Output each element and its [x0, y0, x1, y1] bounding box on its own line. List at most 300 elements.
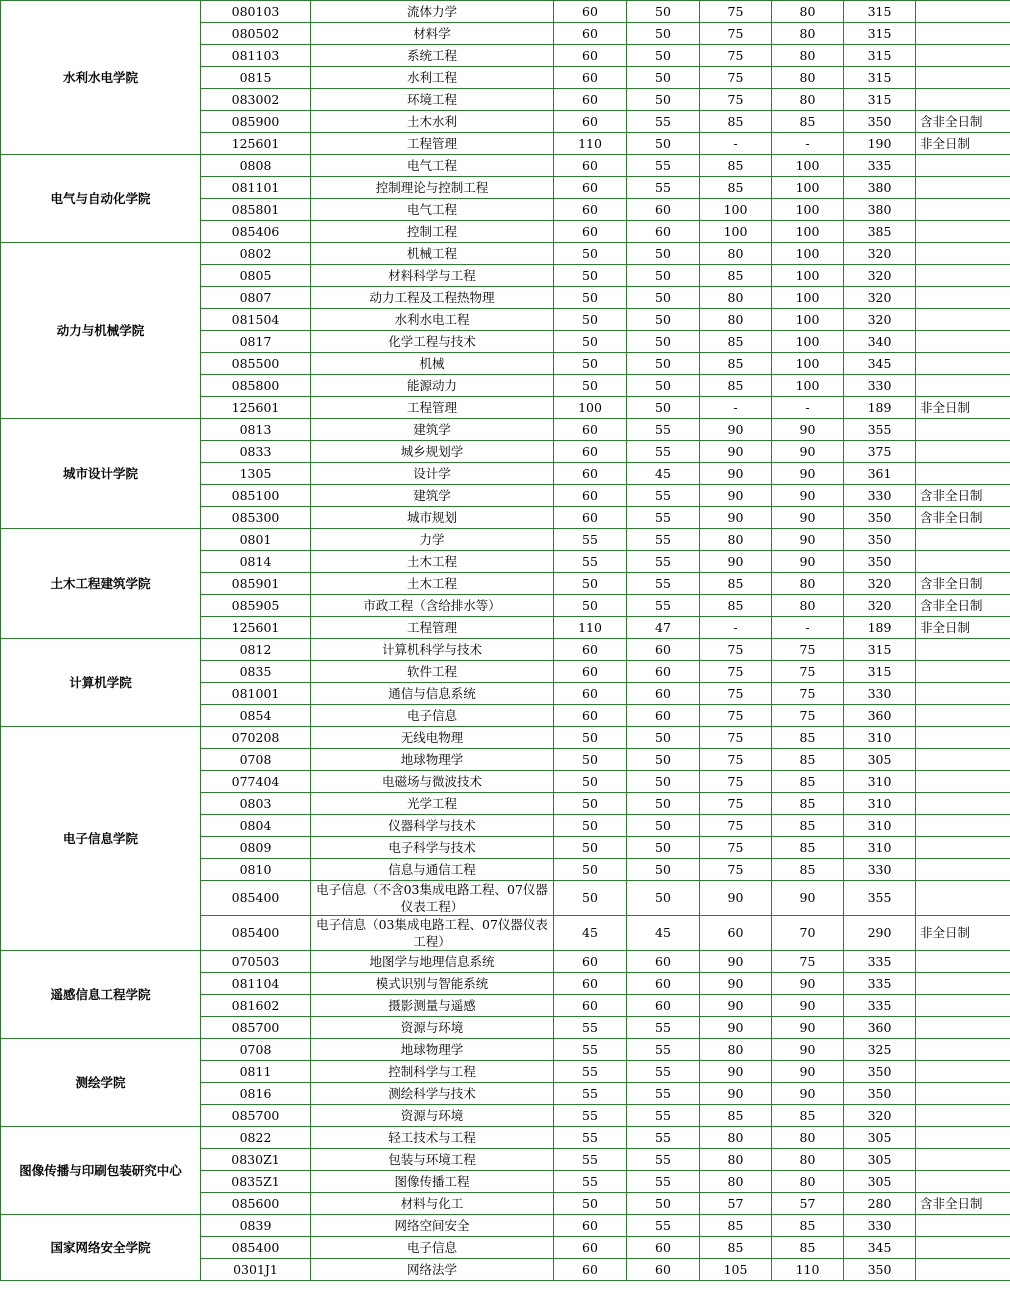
subject-two-score-cell: 75 [772, 705, 844, 727]
major-name-cell: 土木工程 [311, 551, 554, 573]
note-cell: 非全日制 [916, 916, 1010, 951]
foreign-language-score-cell: 50 [627, 243, 700, 265]
note-cell [916, 309, 1010, 331]
foreign-language-score-cell: 50 [627, 397, 700, 419]
politics-score-cell: 60 [554, 1215, 627, 1237]
subject-two-score-cell: 80 [772, 23, 844, 45]
foreign-language-score-cell: 55 [627, 1171, 700, 1193]
total-score-cell: 350 [844, 111, 916, 133]
note-cell: 含非全日制 [916, 485, 1010, 507]
major-code-cell: 0810 [201, 859, 311, 881]
subject-two-score-cell: 85 [772, 859, 844, 881]
note-cell [916, 859, 1010, 881]
table-row [1, 529, 1010, 551]
major-code-cell: 081104 [201, 973, 311, 995]
major-code-cell: 0301J1 [201, 1259, 311, 1281]
subject-two-score-cell: 100 [772, 155, 844, 177]
subject-one-score-cell: - [700, 617, 772, 639]
major-code-cell: 0817 [201, 331, 311, 353]
politics-score-cell: 60 [554, 485, 627, 507]
major-name-cell: 光学工程 [311, 793, 554, 815]
subject-two-score-cell: 75 [772, 661, 844, 683]
foreign-language-score-cell: 60 [627, 1237, 700, 1259]
total-score-cell: 335 [844, 973, 916, 995]
foreign-language-score-cell: 50 [627, 1, 700, 23]
foreign-language-score-cell: 55 [627, 1017, 700, 1039]
subject-one-score-cell: 75 [700, 67, 772, 89]
subject-two-score-cell: 85 [772, 111, 844, 133]
subject-one-score-cell: 85 [700, 265, 772, 287]
foreign-language-score-cell: 60 [627, 973, 700, 995]
subject-two-score-cell: 100 [772, 265, 844, 287]
subject-one-score-cell: 75 [700, 45, 772, 67]
subject-one-score-cell: 90 [700, 1017, 772, 1039]
major-name-cell: 城乡规划学 [311, 441, 554, 463]
college-name-cell: 电子信息学院 [1, 727, 201, 951]
major-name-cell: 力学 [311, 529, 554, 551]
major-name-cell: 水利工程 [311, 67, 554, 89]
subject-two-score-cell: 90 [772, 485, 844, 507]
politics-score-cell: 60 [554, 111, 627, 133]
major-name-cell: 工程管理 [311, 397, 554, 419]
politics-score-cell: 55 [554, 1017, 627, 1039]
table-row [1, 1039, 1010, 1061]
subject-two-score-cell: - [772, 617, 844, 639]
total-score-cell: 305 [844, 1171, 916, 1193]
total-score-cell: 350 [844, 529, 916, 551]
total-score-cell: 355 [844, 881, 916, 916]
total-score-cell: 315 [844, 45, 916, 67]
major-code-cell: 085300 [201, 507, 311, 529]
major-name-cell: 无线电物理 [311, 727, 554, 749]
foreign-language-score-cell: 55 [627, 529, 700, 551]
major-name-cell: 网络法学 [311, 1259, 554, 1281]
foreign-language-score-cell: 60 [627, 639, 700, 661]
foreign-language-score-cell: 50 [627, 133, 700, 155]
subject-one-score-cell: - [700, 397, 772, 419]
major-code-cell: 085905 [201, 595, 311, 617]
note-cell [916, 1105, 1010, 1127]
note-cell [916, 639, 1010, 661]
subject-one-score-cell: 90 [700, 419, 772, 441]
major-code-cell: 085700 [201, 1017, 311, 1039]
major-code-cell: 083002 [201, 89, 311, 111]
major-name-cell: 电子信息 [311, 1237, 554, 1259]
major-name-cell: 摄影测量与遥感 [311, 995, 554, 1017]
subject-two-score-cell: 100 [772, 375, 844, 397]
table-row [1, 951, 1010, 973]
major-code-cell: 0809 [201, 837, 311, 859]
total-score-cell: 350 [844, 507, 916, 529]
subject-two-score-cell: 100 [772, 287, 844, 309]
subject-two-score-cell: 57 [772, 1193, 844, 1215]
total-score-cell: 315 [844, 1, 916, 23]
foreign-language-score-cell: 50 [627, 771, 700, 793]
total-score-cell: 350 [844, 1061, 916, 1083]
subject-two-score-cell: 75 [772, 683, 844, 705]
major-name-cell: 流体力学 [311, 1, 554, 23]
subject-two-score-cell: 90 [772, 463, 844, 485]
major-name-cell: 工程管理 [311, 617, 554, 639]
subject-one-score-cell: 75 [700, 683, 772, 705]
total-score-cell: 290 [844, 916, 916, 951]
major-name-cell: 市政工程（含给排水等） [311, 595, 554, 617]
note-cell [916, 1039, 1010, 1061]
note-cell [916, 463, 1010, 485]
subject-two-score-cell: 85 [772, 793, 844, 815]
subject-one-score-cell: 75 [700, 705, 772, 727]
note-cell [916, 419, 1010, 441]
major-code-cell: 085400 [201, 881, 311, 916]
foreign-language-score-cell: 60 [627, 221, 700, 243]
major-name-cell: 电子信息 [311, 705, 554, 727]
major-name-cell: 材料科学与工程 [311, 265, 554, 287]
table-row [1, 727, 1010, 749]
total-score-cell: 305 [844, 1149, 916, 1171]
major-name-cell: 材料与化工 [311, 1193, 554, 1215]
subject-two-score-cell: 85 [772, 815, 844, 837]
subject-one-score-cell: 75 [700, 793, 772, 815]
foreign-language-score-cell: 50 [627, 815, 700, 837]
major-code-cell: 0812 [201, 639, 311, 661]
major-code-cell: 125601 [201, 397, 311, 419]
college-name-cell: 动力与机械学院 [1, 243, 201, 419]
foreign-language-score-cell: 50 [627, 1193, 700, 1215]
note-cell [916, 529, 1010, 551]
subject-two-score-cell: 100 [772, 177, 844, 199]
major-name-cell: 设计学 [311, 463, 554, 485]
major-name-cell: 控制理论与控制工程 [311, 177, 554, 199]
politics-score-cell: 50 [554, 287, 627, 309]
note-cell [916, 727, 1010, 749]
note-cell [916, 177, 1010, 199]
major-code-cell: 0835 [201, 661, 311, 683]
foreign-language-score-cell: 50 [627, 265, 700, 287]
politics-score-cell: 60 [554, 45, 627, 67]
foreign-language-score-cell: 50 [627, 309, 700, 331]
major-code-cell: 0805 [201, 265, 311, 287]
subject-one-score-cell: 80 [700, 1039, 772, 1061]
major-name-cell: 计算机科学与技术 [311, 639, 554, 661]
note-cell [916, 661, 1010, 683]
subject-two-score-cell: 100 [772, 353, 844, 375]
total-score-cell: 315 [844, 89, 916, 111]
note-cell: 含非全日制 [916, 111, 1010, 133]
major-name-cell: 建筑学 [311, 485, 554, 507]
total-score-cell: 280 [844, 1193, 916, 1215]
foreign-language-score-cell: 55 [627, 595, 700, 617]
politics-score-cell: 50 [554, 837, 627, 859]
note-cell [916, 221, 1010, 243]
college-name-cell: 城市设计学院 [1, 419, 201, 529]
total-score-cell: 330 [844, 375, 916, 397]
major-name-cell: 电气工程 [311, 155, 554, 177]
politics-score-cell: 50 [554, 793, 627, 815]
major-name-cell: 地图学与地理信息系统 [311, 951, 554, 973]
total-score-cell: 315 [844, 23, 916, 45]
subject-two-score-cell: 90 [772, 529, 844, 551]
subject-one-score-cell: 90 [700, 1061, 772, 1083]
subject-one-score-cell: 90 [700, 951, 772, 973]
politics-score-cell: 60 [554, 639, 627, 661]
politics-score-cell: 50 [554, 1193, 627, 1215]
subject-two-score-cell: - [772, 133, 844, 155]
major-code-cell: 0804 [201, 815, 311, 837]
major-code-cell: 0822 [201, 1127, 311, 1149]
foreign-language-score-cell: 50 [627, 67, 700, 89]
politics-score-cell: 60 [554, 155, 627, 177]
major-code-cell: 077404 [201, 771, 311, 793]
subject-one-score-cell: 85 [700, 353, 772, 375]
note-cell [916, 375, 1010, 397]
foreign-language-score-cell: 50 [627, 837, 700, 859]
total-score-cell: 345 [844, 353, 916, 375]
major-name-cell: 仪器科学与技术 [311, 815, 554, 837]
major-code-cell: 125601 [201, 617, 311, 639]
subject-one-score-cell: 90 [700, 881, 772, 916]
major-code-cell: 081001 [201, 683, 311, 705]
politics-score-cell: 110 [554, 133, 627, 155]
subject-two-score-cell: 90 [772, 419, 844, 441]
major-name-cell: 通信与信息系统 [311, 683, 554, 705]
subject-one-score-cell: 105 [700, 1259, 772, 1281]
foreign-language-score-cell: 60 [627, 683, 700, 705]
note-cell [916, 771, 1010, 793]
total-score-cell: 385 [844, 221, 916, 243]
subject-one-score-cell: 75 [700, 23, 772, 45]
subject-one-score-cell: 80 [700, 1149, 772, 1171]
total-score-cell: 305 [844, 749, 916, 771]
foreign-language-score-cell: 50 [627, 375, 700, 397]
politics-score-cell: 60 [554, 463, 627, 485]
major-name-cell: 地球物理学 [311, 1039, 554, 1061]
major-name-cell: 地球物理学 [311, 749, 554, 771]
subject-one-score-cell: 90 [700, 485, 772, 507]
foreign-language-score-cell: 50 [627, 727, 700, 749]
politics-score-cell: 50 [554, 749, 627, 771]
foreign-language-score-cell: 55 [627, 441, 700, 463]
politics-score-cell: 60 [554, 177, 627, 199]
subject-one-score-cell: 75 [700, 749, 772, 771]
politics-score-cell: 50 [554, 881, 627, 916]
politics-score-cell: 50 [554, 815, 627, 837]
politics-score-cell: 55 [554, 1039, 627, 1061]
subject-two-score-cell: - [772, 397, 844, 419]
foreign-language-score-cell: 55 [627, 485, 700, 507]
politics-score-cell: 55 [554, 551, 627, 573]
subject-one-score-cell: 75 [700, 89, 772, 111]
subject-two-score-cell: 90 [772, 881, 844, 916]
subject-one-score-cell: 80 [700, 1171, 772, 1193]
politics-score-cell: 50 [554, 265, 627, 287]
note-cell [916, 1127, 1010, 1149]
foreign-language-score-cell: 50 [627, 793, 700, 815]
note-cell: 含非全日制 [916, 507, 1010, 529]
major-name-cell: 环境工程 [311, 89, 554, 111]
major-name-cell: 机械 [311, 353, 554, 375]
subject-two-score-cell: 85 [772, 771, 844, 793]
foreign-language-score-cell: 55 [627, 111, 700, 133]
foreign-language-score-cell: 50 [627, 23, 700, 45]
major-name-cell: 化学工程与技术 [311, 331, 554, 353]
subject-two-score-cell: 90 [772, 551, 844, 573]
note-cell [916, 881, 1010, 916]
major-code-cell: 0708 [201, 749, 311, 771]
major-name-cell: 土木水利 [311, 111, 554, 133]
note-cell [916, 1215, 1010, 1237]
subject-two-score-cell: 85 [772, 1237, 844, 1259]
subject-two-score-cell: 75 [772, 639, 844, 661]
foreign-language-score-cell: 55 [627, 551, 700, 573]
subject-two-score-cell: 90 [772, 973, 844, 995]
major-name-cell: 控制工程 [311, 221, 554, 243]
note-cell [916, 683, 1010, 705]
subject-one-score-cell: 75 [700, 837, 772, 859]
note-cell [916, 749, 1010, 771]
major-name-cell: 轻工技术与工程 [311, 1127, 554, 1149]
major-code-cell: 085901 [201, 573, 311, 595]
major-name-cell: 控制科学与工程 [311, 1061, 554, 1083]
politics-score-cell: 50 [554, 595, 627, 617]
note-cell [916, 973, 1010, 995]
foreign-language-score-cell: 55 [627, 1149, 700, 1171]
foreign-language-score-cell: 47 [627, 617, 700, 639]
subject-two-score-cell: 80 [772, 595, 844, 617]
foreign-language-score-cell: 55 [627, 573, 700, 595]
major-name-cell: 网络空间安全 [311, 1215, 554, 1237]
total-score-cell: 320 [844, 265, 916, 287]
subject-two-score-cell: 80 [772, 1, 844, 23]
major-code-cell: 0854 [201, 705, 311, 727]
major-code-cell: 0813 [201, 419, 311, 441]
politics-score-cell: 60 [554, 199, 627, 221]
subject-two-score-cell: 90 [772, 507, 844, 529]
foreign-language-score-cell: 55 [627, 1039, 700, 1061]
subject-one-score-cell: 85 [700, 177, 772, 199]
politics-score-cell: 50 [554, 727, 627, 749]
note-cell [916, 287, 1010, 309]
foreign-language-score-cell: 50 [627, 45, 700, 67]
total-score-cell: 340 [844, 331, 916, 353]
major-code-cell: 0835Z1 [201, 1171, 311, 1193]
major-name-cell: 模式识别与智能系统 [311, 973, 554, 995]
total-score-cell: 310 [844, 727, 916, 749]
major-name-cell: 水利水电工程 [311, 309, 554, 331]
total-score-cell: 310 [844, 815, 916, 837]
note-cell: 非全日制 [916, 133, 1010, 155]
note-cell [916, 793, 1010, 815]
major-code-cell: 0708 [201, 1039, 311, 1061]
subject-two-score-cell: 90 [772, 441, 844, 463]
subject-two-score-cell: 100 [772, 199, 844, 221]
note-cell [916, 331, 1010, 353]
major-code-cell: 085100 [201, 485, 311, 507]
foreign-language-score-cell: 50 [627, 749, 700, 771]
major-code-cell: 1305 [201, 463, 311, 485]
total-score-cell: 330 [844, 485, 916, 507]
subject-two-score-cell: 85 [772, 837, 844, 859]
foreign-language-score-cell: 55 [627, 1083, 700, 1105]
subject-two-score-cell: 75 [772, 951, 844, 973]
subject-one-score-cell: 80 [700, 309, 772, 331]
note-cell [916, 551, 1010, 573]
total-score-cell: 310 [844, 793, 916, 815]
subject-one-score-cell: 75 [700, 639, 772, 661]
total-score-cell: 189 [844, 397, 916, 419]
total-score-cell: 315 [844, 661, 916, 683]
total-score-cell: 320 [844, 287, 916, 309]
politics-score-cell: 55 [554, 1149, 627, 1171]
politics-score-cell: 60 [554, 441, 627, 463]
total-score-cell: 305 [844, 1127, 916, 1149]
subject-one-score-cell: 90 [700, 1083, 772, 1105]
politics-score-cell: 60 [554, 67, 627, 89]
major-code-cell: 0830Z1 [201, 1149, 311, 1171]
subject-one-score-cell: 85 [700, 1105, 772, 1127]
major-name-cell: 建筑学 [311, 419, 554, 441]
major-code-cell: 081602 [201, 995, 311, 1017]
politics-score-cell: 55 [554, 1171, 627, 1193]
major-code-cell: 070503 [201, 951, 311, 973]
major-code-cell: 0814 [201, 551, 311, 573]
major-code-cell: 085900 [201, 111, 311, 133]
subject-two-score-cell: 80 [772, 45, 844, 67]
major-name-cell: 资源与环境 [311, 1105, 554, 1127]
subject-one-score-cell: 90 [700, 973, 772, 995]
politics-score-cell: 50 [554, 771, 627, 793]
subject-one-score-cell: 80 [700, 243, 772, 265]
politics-score-cell: 50 [554, 243, 627, 265]
politics-score-cell: 45 [554, 916, 627, 951]
major-code-cell: 081504 [201, 309, 311, 331]
major-name-cell: 电气工程 [311, 199, 554, 221]
total-score-cell: 360 [844, 1017, 916, 1039]
note-cell [916, 951, 1010, 973]
major-code-cell: 085600 [201, 1193, 311, 1215]
politics-score-cell: 60 [554, 705, 627, 727]
subject-one-score-cell: 75 [700, 815, 772, 837]
politics-score-cell: 60 [554, 683, 627, 705]
subject-one-score-cell: 90 [700, 463, 772, 485]
foreign-language-score-cell: 50 [627, 331, 700, 353]
subject-one-score-cell: 85 [700, 573, 772, 595]
note-cell [916, 1259, 1010, 1281]
note-cell [916, 353, 1010, 375]
politics-score-cell: 60 [554, 23, 627, 45]
major-name-cell: 电子信息（不含03集成电路工程、07仪器仪表工程） [311, 881, 554, 916]
major-code-cell: 085400 [201, 1237, 311, 1259]
note-cell [916, 815, 1010, 837]
major-code-cell: 081101 [201, 177, 311, 199]
foreign-language-score-cell: 45 [627, 916, 700, 951]
college-name-cell: 国家网络安全学院 [1, 1215, 201, 1281]
subject-one-score-cell: 90 [700, 995, 772, 1017]
subject-two-score-cell: 85 [772, 727, 844, 749]
note-cell: 非全日制 [916, 397, 1010, 419]
total-score-cell: 380 [844, 199, 916, 221]
subject-one-score-cell: 85 [700, 331, 772, 353]
subject-two-score-cell: 90 [772, 1017, 844, 1039]
total-score-cell: 330 [844, 1215, 916, 1237]
politics-score-cell: 50 [554, 573, 627, 595]
subject-one-score-cell: 60 [700, 916, 772, 951]
note-cell [916, 265, 1010, 287]
politics-score-cell: 55 [554, 1105, 627, 1127]
note-cell [916, 199, 1010, 221]
foreign-language-score-cell: 55 [627, 177, 700, 199]
major-code-cell: 0815 [201, 67, 311, 89]
table-row [1, 1215, 1010, 1237]
